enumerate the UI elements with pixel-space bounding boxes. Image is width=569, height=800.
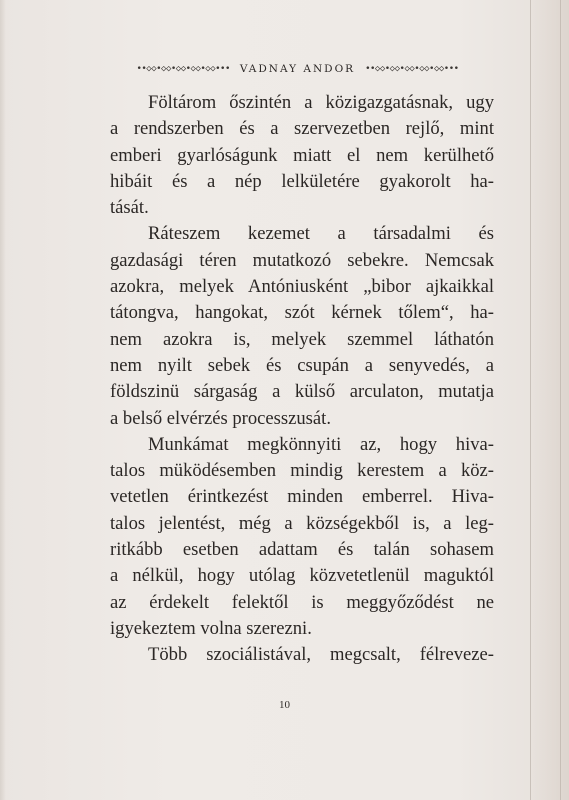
text-line: ritkább esetben adattam és talán sohasem — [110, 539, 494, 561]
text-line: vetetlen érintkezést minden emberrel. Hiva- — [110, 486, 494, 508]
text-line: az érdekelt felektől is meggyőződést ne — [110, 591, 494, 613]
page-left-edge — [0, 0, 6, 800]
text-line: nem nyilt sebek és csupán a senyvedés, a — [110, 354, 494, 376]
text-line: talos müködésemben mindig kerestem a köz- — [110, 460, 494, 482]
text-line: a nélkül, hogy utólag közvetetlenül maguktól — [110, 565, 494, 587]
running-header — [100, 60, 495, 78]
text-line: a rendszerben és a szervezetben rejlő, mint — [110, 118, 494, 140]
text-line: tását. — [110, 197, 149, 219]
text-line: Ráteszem kezemet a társadalmi és — [148, 223, 494, 245]
text-line: nem azokra is, melyek szemmel láthatón — [110, 328, 494, 350]
text-line: igyekeztem volna szerezni. — [110, 617, 312, 639]
text-line: azokra, melyek Antóniusként „bibor ajkaikkal — [110, 276, 494, 298]
text-line: a belső elvérzés processzusát. — [110, 407, 331, 429]
text-line: Munkámat megkönnyiti az, hogy hiva- — [148, 433, 494, 455]
text-line: hibáit és a nép lelkületére gyakorolt ha- — [110, 170, 494, 192]
text-line: földszinü sárgaság a külső arculaton, mutatja — [110, 381, 494, 403]
text-line: Föltárom őszintén a közigazgatásnak, ugy — [148, 92, 494, 113]
text-line: Több szociálistával, megcsalt, félreveze- — [148, 644, 494, 666]
text-line: talos jelentést, még a községekből is, a leg- — [110, 512, 494, 534]
header-ornament-left: ••◇◇•◇◇•◇◇•◇◇•◇◇••• — [136, 64, 230, 74]
text-line: emberi gyarlóságunk miatt el nem kerülhető — [110, 144, 494, 166]
text-line: tátongva, hangokat, szót kérnek tőlem“, ha- — [110, 302, 494, 324]
page-number: 10 — [279, 699, 290, 711]
header-ornament-right: ••◇◇•◇◇•◇◇•◇◇•◇◇••• — [365, 64, 459, 74]
running-head-title: VADNAY ANDOR — [239, 63, 356, 75]
page-right-edge — [530, 0, 569, 800]
body-text — [110, 90, 494, 669]
text-line: gazdasági téren mutatkozó sebekre. Nemcsak — [110, 249, 494, 271]
